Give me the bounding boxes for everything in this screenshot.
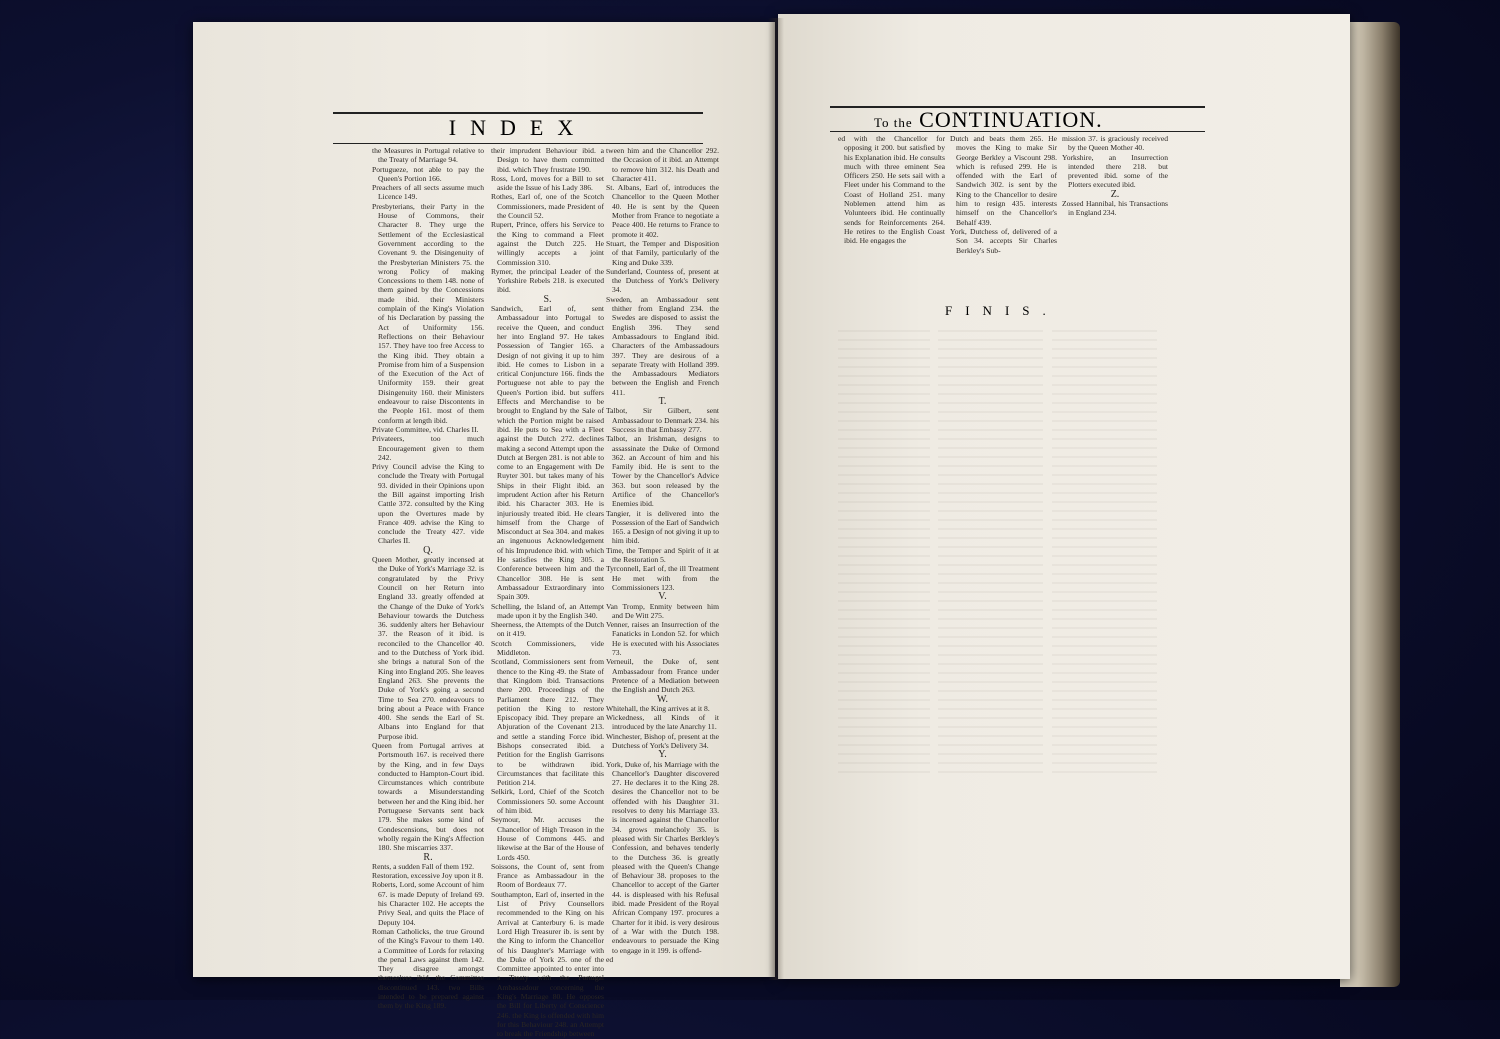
index-entry: York, Dutchess of, delivered of a Son 34. accepts Sir Charles Berkley's Sub-: [950, 226, 1057, 255]
index-entry: Privy Council advise the King to conclude the Treaty with Portugal 93. divided in their Opinions upon the Bill against importing Irish Cattle 372. consulted by the King upon the Overtures made by France 409. advise the King to conclude the Treaty 427. vide Charles II.: [372, 462, 484, 546]
index-entry: Time, the Temper and Spirit of it at the Restoration 5.: [606, 545, 719, 565]
section-letter: V.: [658, 591, 667, 603]
page-gutter: [768, 18, 784, 980]
section-letter: Q.: [423, 544, 433, 556]
index-entry: Seymour, Mr. accuses the Chancellor of High Treason in the House of Commons 445. and likewise at the Bar of the House of Lords 450.: [491, 815, 604, 862]
index-entry: Schelling, the Island of, an Attempt made upon it by the English 340.: [491, 601, 604, 620]
index-entry: Scotch Commissioners, vide Middleton.: [491, 638, 604, 658]
index-entry: Tangier, it is delivered into the Possession of the Earl of Sandwich 165. a Design of not giving it up to him ibid.: [606, 508, 719, 546]
index-entry: Private Committee, vid. Charles II.: [372, 424, 479, 434]
header-rule-bottom-right: [830, 131, 1205, 132]
bleed-through-column-3: [1052, 330, 1157, 775]
index-entry: Verneuil, the Duke of, sent Ambassadour from France under Pretence of a Mediation between the English and Dutch 263.: [606, 657, 719, 695]
index-entry: ed with the Chancellor for opposing it 200. but satisfied by his Explanation ibid. He consults much with three eminent Sea Officers 250. He sets sail with a Fleet under his Command to the Coast of Holland 251. many Noblemen attend him as Volunteers ibid. He continually sends for Reinforcements 264. He retires to the English Coast ibid. He engages the: [838, 134, 945, 246]
index-entry: Queen from Portugal arrives at Portsmouth 167. is received there by the King, and in few Days conducted to Hampton-Court ibid. Circumstances which contribute towards a Misunderstanding between her and the King ibid. her Portuguese Servants sent back 179. She makes some kind of Condescensions, but does not wholly regain the King's Affection 180. She miscarries 337.: [372, 741, 484, 853]
index-entry: York, Duke of, his Marriage with the Chancellor's Daughter discovered 27. He declares it to the King 28. desires the Chancellor not to be offended with his Daughter 31. resolves to deny his Marriage 33. is incensed against the Chancellor 34. grows melancholy 35. is pleased with Sir Charles Berkley's Confession, and behaves tenderly to the Dutchess 36. is greatly pleased with the Queen's Change of Behaviour 38. proposes to the Chancellor to accept of the Garter 44. is displeased with his Refusal ibid. made President of the Royal African Company 197. procures a Charter for it ibid. is very desirous of a War with the Dutch 198. endeavours to persuade the King to engage in it 199. is offend-: [606, 759, 719, 955]
bleed-through-column-1: [838, 330, 930, 775]
index-entry: Rents, a sudden Fall of them 192.: [372, 861, 475, 871]
header-to-the: To the: [874, 115, 913, 130]
index-entry: Roberts, Lord, some Account of him 67. is made Deputy of Ireland 69. his Character 102. He accepts the Privy Seal, and quits the Place of Deputy 104.: [372, 880, 484, 927]
header-continuation: CONTINUATION.: [919, 107, 1103, 132]
index-entry: Scotland, Commissioners sent from thence to the King 49. the State of that Kingdom ibid. Transactions there 200. Proceedings of the Parliament there 212. They petition the King to restore Episcopacy ibid. They prepare an Abjuration of the Covenant 213. and settle a standing Force ibid. Bishops consecrated ibid. a Petition for the English Garrisons to be withdrawn ibid. Circumstances that facilitate this Petition 214.: [491, 657, 604, 788]
index-entry: Rymer, the principal Leader of the Yorkshire Rebels 218. is executed ibid.: [491, 266, 604, 295]
index-entry: Privateers, too much Encouragement given to them 242.: [372, 434, 484, 462]
section-letter: W.: [656, 693, 669, 705]
index-entry: Sunderland, Countess of, present at the Dutchess of York's Delivery 34.: [606, 266, 719, 295]
index-entry: Dutch and beats them 265. He moves the King to make Sir George Berkley a Viscount 298. which is refused 299. He is offended with the Earl of Sandwich 302. is sent by the King to the Chancellor to desire him to resign 435. interests himself on the Chancellor's Behalf 439.: [950, 134, 1057, 227]
index-entry: Wickedness, all Kinds of it introduced by the late Anarchy 11.: [606, 713, 719, 732]
section-letter: T.: [658, 396, 667, 408]
index-entry: Portugueze, not able to pay the Queen's Portion 166.: [372, 164, 484, 183]
index-entry: Southampton, Earl of, inserted in the List of Privy Counsellors recommended to the King on his Arrival at Canterbury 6. is made Lord High Treasurer ib. is sent by the King to inform the Chancellor of his Daughter's Marriage with the Duke of York 25. one of the Committee appointed to enter into a Treaty with the Portugal Ambassadour concerning the King's Marriage 80. He opposes the Bill for Liberty of Conscience 246. the King is offended with him for this Behaviour 248. an Attempt to break the Friendship between: [491, 889, 604, 1039]
index-entry: Talbot, an Irishman, designs to assassinate the Duke of Ormond 362. an Account of him and his Family ibid. He is sent to the Tower by the Chancellor's Advice 363. but soon released by the Artifice of the Chancellor's Enemies ibid.: [606, 434, 719, 509]
continuation-header: [874, 107, 1103, 133]
section-letter: Y.: [658, 749, 667, 761]
index-entry: Sweden, an Ambassadour sent thither from England 234. the Swedes are disposed to assist the English 396. They send Ambassadours to England ibid. Characters of the Ambassadours 397. They are desirous of a separate Treaty with Holland 399. the Ambassadours Mediators between the English and French 411.: [606, 294, 719, 397]
finis-text: FINIS.: [945, 303, 1059, 318]
index-entry: Van Tromp, Enmity between him and De Witt 275.: [606, 601, 719, 620]
index-entry: Zossed Hannibal, his Transactions in England 234.: [1062, 199, 1168, 218]
index-entry: Selkirk, Lord, Chief of the Scotch Commissioners 50. some Account of him ibid.: [491, 787, 604, 816]
continuation-column-3: [1062, 134, 1168, 218]
continuation-column-1: [838, 134, 945, 246]
header-rule-top-left: [333, 112, 703, 114]
index-entry: tween him and the Chancellor 292. the Occasion of it ibid. an Attempt to remove him 312. his Death and Character 411.: [606, 146, 719, 183]
index-entry: Venner, raises an Insurrection of the Fanaticks in London 52. for which He is executed with his Associates 73.: [606, 620, 719, 658]
index-entry: ed: [606, 954, 614, 964]
index-entry: Presbyterians, their Party in the House of Commons, their Character 8. They urge the Settlement of the Ecclesiastical Government according to the Covenant 9. the Disingenuity of the Presbyterian Ministers 75. the wrong Policy of making Concessions to them 148. none of them gained by the Concessions made ibid. their Ministers complain of the King's Violation of his Declaration by passing the Act of Uniformity 156. Reflections on their Behaviour 157. They have too free Access to the King ibid. They obtain a Promise from him of a Suspension of the Execution of the Act of Uniformity 159. their great Disingenuity 160. their Ministers endeavour to raise Discontents in the People 161. most of them conform at length ibid.: [372, 201, 484, 425]
index-entry: Yorkshire, an Insurrection intended there 218. but prevented ibid. some of the Plotters executed ibid.: [1062, 152, 1168, 190]
index-entry: their imprudent Behaviour ibid. a Design to have them committed ibid. which They frustrate 190.: [491, 146, 604, 174]
index-entry: Restoration, excessive Joy upon it 8.: [372, 871, 484, 881]
index-entry: Ross, Lord, moves for a Bill to set aside the Issue of his Lady 386.: [491, 173, 604, 193]
index-entry: Rothes, Earl of, one of the Scotch Commissioners, made President of the Council 52.: [491, 192, 604, 221]
index-entry: St. Albans, Earl of, introduces the Chancellor to the Queen Mother 40. He is sent by the Queen Mother from France to negotiate a Peace 400. He returns to France to promote it 402.: [606, 183, 719, 239]
section-letter: Z.: [1110, 188, 1120, 200]
index-entry: Sheerness, the Attempts of the Dutch on it 419.: [491, 620, 604, 639]
index-entry: mission 37. is graciously received by the Queen Mother 40.: [1062, 134, 1168, 153]
index-entry: the Measures in Portugal relative to the Treaty of Marriage 94.: [372, 146, 484, 165]
index-column-2: [491, 146, 604, 1039]
index-entry: Soissons, the Count of, sent from France as Ambassadour in the Room of Bordeaux 77.: [491, 861, 604, 890]
index-entry: Rupert, Prince, offers his Service to the King to command a Fleet against the Dutch 225. He willingly accepts a joint Commission 310.: [491, 220, 604, 267]
index-entry: Roman Catholicks, the true Ground of the King's Favour to them 140. a Committee of Lords for relaxing the penal Laws against them 142. They disagree amongst themselves ibid. the Committee discontinued 143. two Bills intended to be prepared against them by the King 189.: [372, 926, 484, 1011]
header-rule-bottom-left: [333, 143, 703, 144]
section-letter: R.: [423, 851, 433, 863]
section-letter: S.: [543, 293, 552, 305]
index-entry: Stuart, the Temper and Disposition of that Family, particularly of the King and Duke 339.: [606, 238, 719, 267]
index-entry: Queen Mother, greatly incensed at the Duke of York's Marriage 32. is congratulated by the Privy Council on her Return into England 33. greatly offended at the Change of the Duke of York's Behaviour towards the Dutchess 36. suddenly alters her Behaviour 37. the Reason of it ibid. is reconciled to the Chancellor 40. and to the Dutchess of York ibid. she brings a natural Son of the King into England 205. She leaves England 263. She prevents the Duke of York's going a second Time to Sea 270. endeavours to bring about a Peace with France 400. She sends the Earl of St. Albans into England for that Purpose ibid.: [372, 555, 484, 741]
continuation-column-2: [950, 134, 1057, 255]
index-column-3: [606, 146, 719, 964]
index-header: INDEX: [448, 115, 588, 140]
index-column-1: [372, 146, 484, 1011]
index-entry: Sandwich, Earl of, sent Ambassadour into Portugal to receive the Queen, and conduct her into England 97. He takes Possession of Tangier 165. a Design of not giving it up to him ibid. He comes to Lisbon in a critical Conjuncture 166. finds the Portuguese not able to pay the Queen's Portion ibid. but suffers Effects and Merchandise to be brought to England by the Sale of which the Portion might be raised ibid. He puts to Sea with a Fleet against the Dutch 272. declines making a second Attempt upon the Dutch at Bergen 281. is not able to come to an Engagement with De Ruyter 301. but takes many of his Ships in their Flight ibid. an imprudent Action after his Return ibid. his Character 303. He is injuriously treated ibid. He clears himself from the Charge of Misconduct at Sea 304. and makes an ingenuous Acknowledgement of his Imprudence ibid. with which He satisfies the King 305. a Conference between him and the Chancellor 308. He is sent Ambassadour Extraordinary into Spain 309.: [491, 304, 604, 602]
index-entry: Preachers of all sects assume much Licence 149.: [372, 183, 484, 202]
index-entry: Winchester, Bishop of, present at the Dutchess of York's Delivery 34.: [606, 731, 719, 750]
index-entry: Talbot, Sir Gilbert, sent Ambassadour to Denmark 234. his Success in that Embassy 277.: [606, 406, 719, 434]
index-entry: Tyrconnell, Earl of, the ill Treatment He met with from the Commissioners 123.: [606, 564, 719, 592]
bleed-through-column-2: [938, 330, 1043, 775]
index-entry: Whitehall, the King arrives at it 8.: [606, 703, 710, 713]
